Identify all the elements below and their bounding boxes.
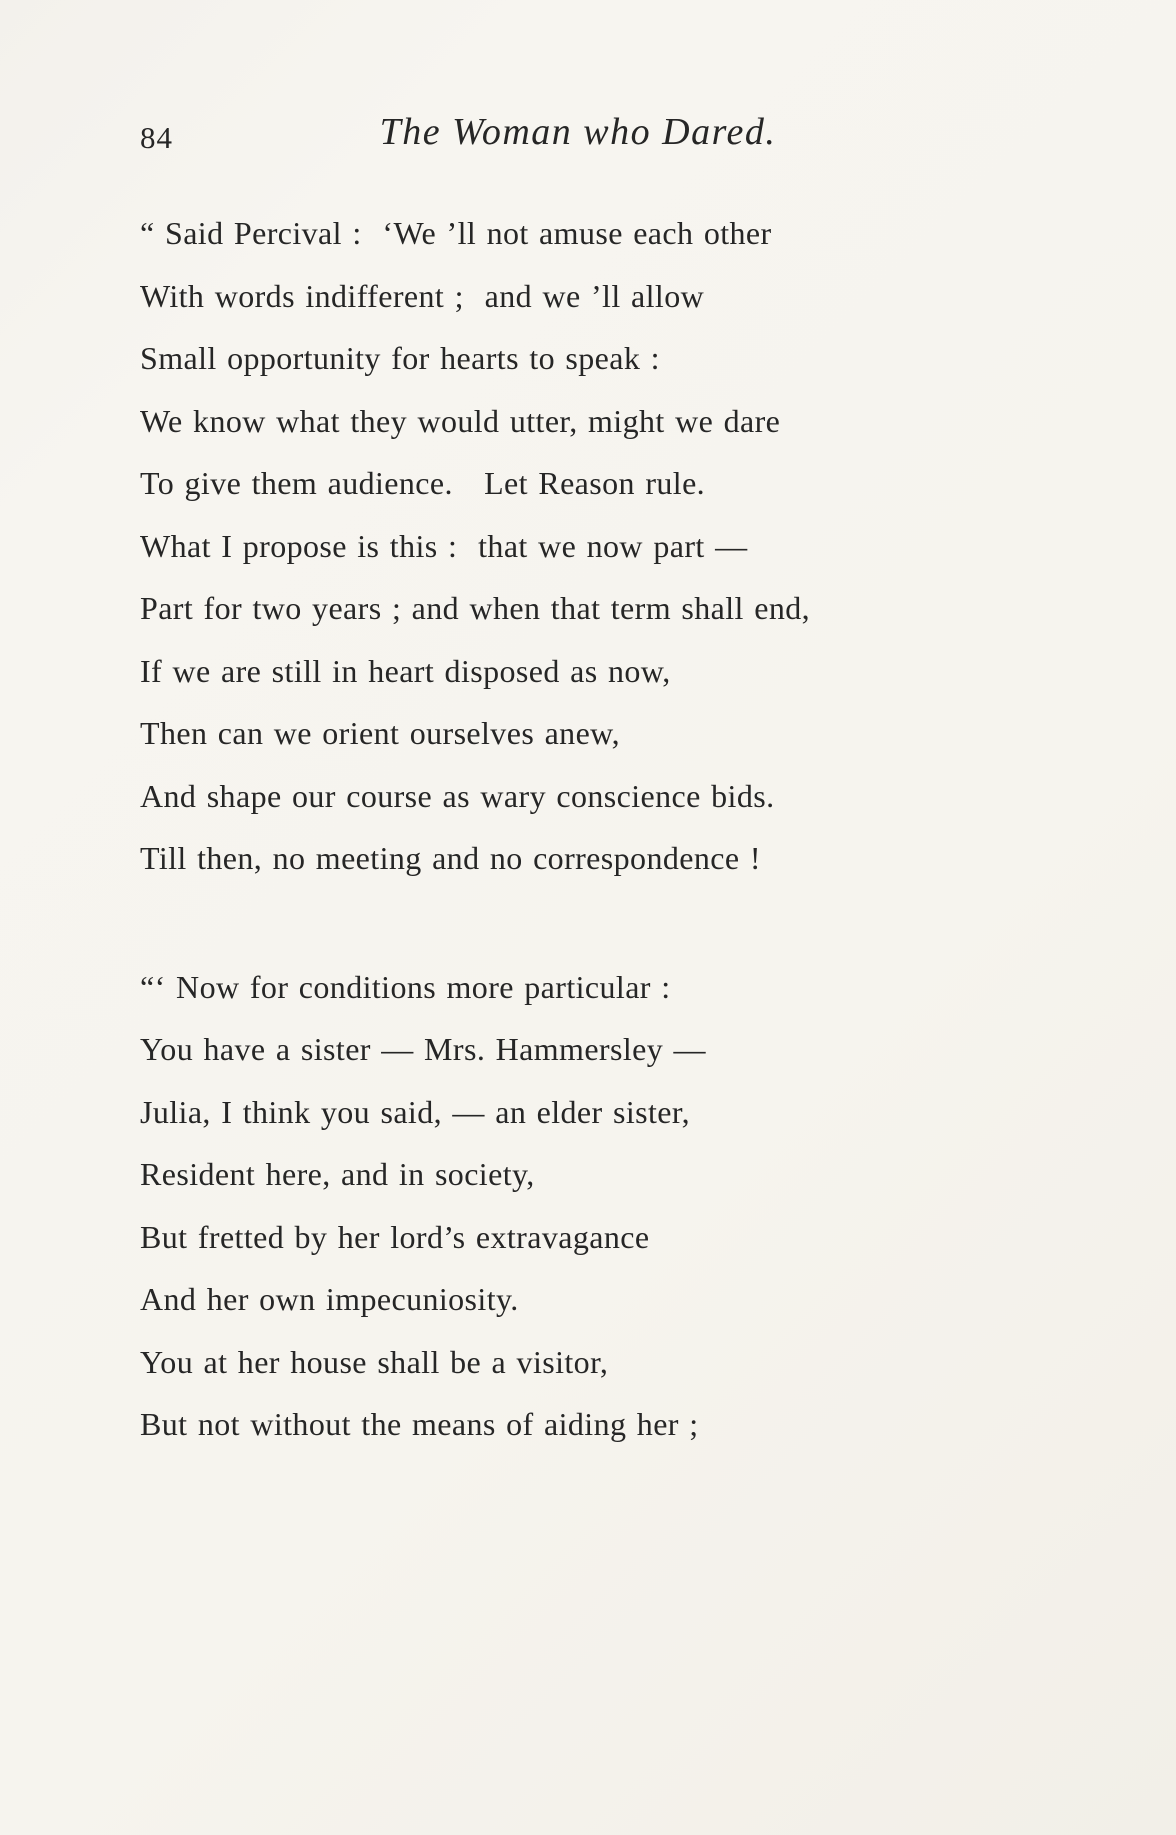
poem-line: To give them audience. Let Reason rule. — [140, 465, 706, 501]
poem-line: Till then, no meeting and no correspondence ! — [140, 840, 761, 876]
poem-line: What I propose is this : that we now part — — [140, 527, 748, 564]
poem-line: Part for two years ; and when that term shall end, — [140, 590, 811, 626]
stanza-1 — [140, 202, 1056, 890]
running-title: The Woman who Dared. — [379, 111, 777, 153]
poem-line: We know what they would utter, might we dare — [140, 402, 781, 439]
poem-line: With words indifferent ; and we ’ll allow — [140, 277, 705, 314]
poem-body — [140, 202, 1176, 1456]
poem-line: If we are still in heart disposed as now, — [140, 652, 671, 689]
poem-line: And shape our course as wary conscience bids. — [140, 777, 775, 814]
poem-line: “ Said Percival : ‘We ’ll not amuse each other — [140, 215, 772, 251]
page-header — [140, 110, 1016, 168]
page-number: 84 — [140, 120, 173, 155]
poem-line: You have a sister — Mrs. Hammersley — — [140, 1031, 706, 1067]
poem-line: And her own impecuniosity. — [140, 1281, 519, 1317]
poem-line: Then can we orient ourselves anew, — [140, 715, 621, 751]
stanza-2 — [140, 956, 1056, 1456]
poem-line: But fretted by her lord’s extravagance — [140, 1218, 650, 1255]
poem-line: You at her house shall be a visitor, — [140, 1343, 609, 1380]
poem-line: Resident here, and in society, — [140, 1156, 535, 1192]
poem-line: Julia, I think you said, — an elder sister, — [140, 1093, 691, 1130]
poem-line: Small opportunity for hearts to speak : — [140, 340, 660, 376]
poem-line: “‘ Now for conditions more particular : — [140, 968, 671, 1005]
poem-line: But not without the means of aiding her ; — [140, 1406, 699, 1442]
